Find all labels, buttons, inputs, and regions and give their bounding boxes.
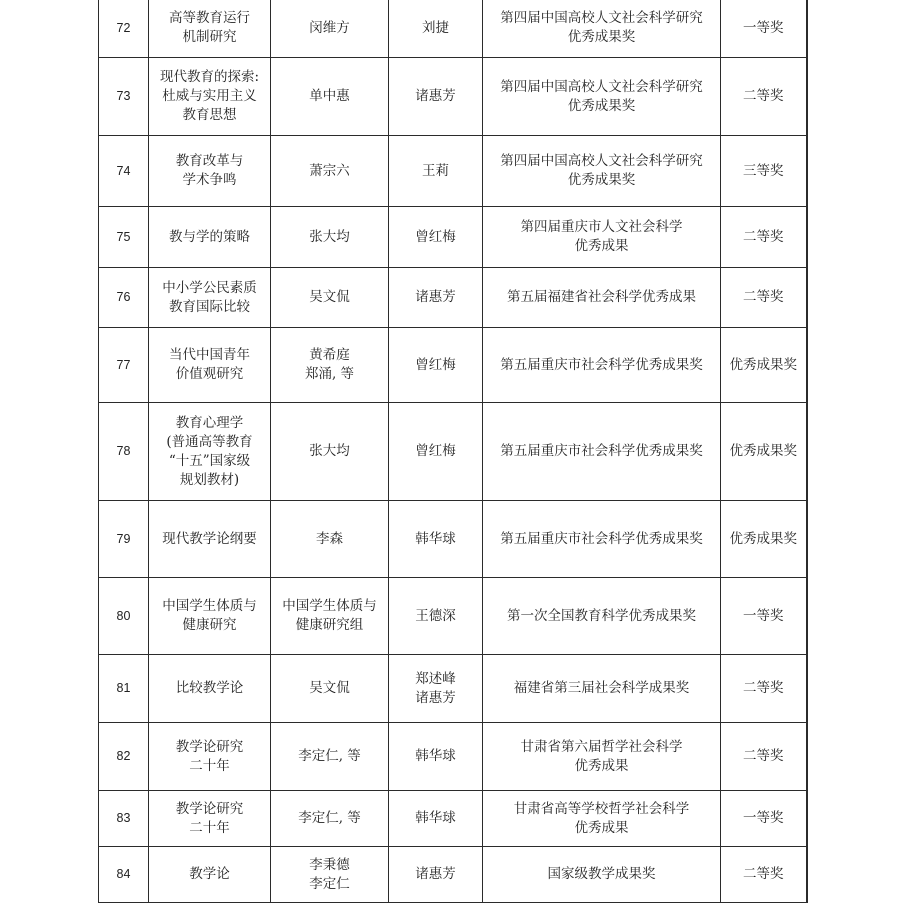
editor: 韩华球 (389, 501, 483, 578)
award-level: 二等奖 (721, 58, 807, 136)
table-row (99, 403, 807, 501)
table-row (99, 655, 807, 723)
award-name: 第五届重庆市社会科学优秀成果奖 (483, 328, 721, 403)
award-name: 第四届中国高校人文社会科学研究 优秀成果奖 (483, 58, 721, 136)
awards-table-body (99, 0, 807, 903)
award-name: 甘肃省第六届哲学社会科学 优秀成果 (483, 723, 721, 791)
row-number: 80 (99, 578, 149, 655)
editor: 韩华球 (389, 723, 483, 791)
awards-table (98, 0, 808, 903)
award-level: 优秀成果奖 (721, 328, 807, 403)
table-row (99, 791, 807, 847)
book-title: 现代教学论纲要 (149, 501, 271, 578)
book-title: 现代教育的探索: 杜威与实用主义 教育思想 (149, 58, 271, 136)
table-row (99, 58, 807, 136)
table-row (99, 578, 807, 655)
book-title: 比较教学论 (149, 655, 271, 723)
table-row (99, 136, 807, 207)
award-level: 一等奖 (721, 0, 807, 58)
row-number: 76 (99, 268, 149, 328)
book-title: 教学论研究 二十年 (149, 791, 271, 847)
editor: 刘捷 (389, 0, 483, 58)
row-number: 75 (99, 207, 149, 268)
row-number: 84 (99, 847, 149, 903)
editor: 郑述峰 诸惠芳 (389, 655, 483, 723)
award-level: 三等奖 (721, 136, 807, 207)
editor: 曾红梅 (389, 403, 483, 501)
table-row (99, 501, 807, 578)
award-level: 二等奖 (721, 268, 807, 328)
author: 张大均 (271, 403, 389, 501)
editor: 曾红梅 (389, 207, 483, 268)
award-name: 第五届福建省社会科学优秀成果 (483, 268, 721, 328)
author: 张大均 (271, 207, 389, 268)
author: 李秉德 李定仁 (271, 847, 389, 903)
editor: 曾红梅 (389, 328, 483, 403)
row-number: 77 (99, 328, 149, 403)
table-row (99, 207, 807, 268)
award-name: 第四届中国高校人文社会科学研究 优秀成果奖 (483, 136, 721, 207)
book-title: 教学论 (149, 847, 271, 903)
award-level: 二等奖 (721, 847, 807, 903)
author: 吴文侃 (271, 268, 389, 328)
award-name: 国家级教学成果奖 (483, 847, 721, 903)
editor: 诸惠芳 (389, 58, 483, 136)
award-level: 二等奖 (721, 723, 807, 791)
row-number: 73 (99, 58, 149, 136)
award-name: 第四届重庆市人文社会科学 优秀成果 (483, 207, 721, 268)
author: 吴文侃 (271, 655, 389, 723)
author: 黄希庭 郑涌, 等 (271, 328, 389, 403)
award-level: 优秀成果奖 (721, 501, 807, 578)
award-level: 一等奖 (721, 791, 807, 847)
row-number: 79 (99, 501, 149, 578)
author: 中国学生体质与 健康研究组 (271, 578, 389, 655)
table-row (99, 268, 807, 328)
book-title: 高等教育运行 机制研究 (149, 0, 271, 58)
award-level: 优秀成果奖 (721, 403, 807, 501)
editor: 王莉 (389, 136, 483, 207)
row-number: 74 (99, 136, 149, 207)
editor: 诸惠芳 (389, 847, 483, 903)
author: 单中惠 (271, 58, 389, 136)
book-title: 教育心理学 (普通高等教育 “十五”国家级 规划教材) (149, 403, 271, 501)
award-level: 二等奖 (721, 655, 807, 723)
table-row (99, 0, 807, 58)
author: 萧宗六 (271, 136, 389, 207)
author: 李定仁, 等 (271, 791, 389, 847)
author: 李定仁, 等 (271, 723, 389, 791)
editor: 韩华球 (389, 791, 483, 847)
table-row (99, 328, 807, 403)
table-row (99, 723, 807, 791)
row-number: 72 (99, 0, 149, 58)
book-title: 当代中国青年 价值观研究 (149, 328, 271, 403)
row-number: 81 (99, 655, 149, 723)
award-name: 福建省第三届社会科学成果奖 (483, 655, 721, 723)
award-name: 第一次全国教育科学优秀成果奖 (483, 578, 721, 655)
award-name: 甘肃省高等学校哲学社会科学 优秀成果 (483, 791, 721, 847)
table-row (99, 847, 807, 903)
row-number: 82 (99, 723, 149, 791)
author: 闵维方 (271, 0, 389, 58)
row-number: 78 (99, 403, 149, 501)
book-title: 教学论研究 二十年 (149, 723, 271, 791)
award-name: 第四届中国高校人文社会科学研究 优秀成果奖 (483, 0, 721, 58)
book-title: 中小学公民素质 教育国际比较 (149, 268, 271, 328)
award-name: 第五届重庆市社会科学优秀成果奖 (483, 403, 721, 501)
award-level: 一等奖 (721, 578, 807, 655)
editor: 诸惠芳 (389, 268, 483, 328)
author: 李森 (271, 501, 389, 578)
award-name: 第五届重庆市社会科学优秀成果奖 (483, 501, 721, 578)
book-title: 中国学生体质与 健康研究 (149, 578, 271, 655)
book-title: 教与学的策略 (149, 207, 271, 268)
row-number: 83 (99, 791, 149, 847)
award-level: 二等奖 (721, 207, 807, 268)
editor: 王德深 (389, 578, 483, 655)
book-title: 教育改革与 学术争鸣 (149, 136, 271, 207)
